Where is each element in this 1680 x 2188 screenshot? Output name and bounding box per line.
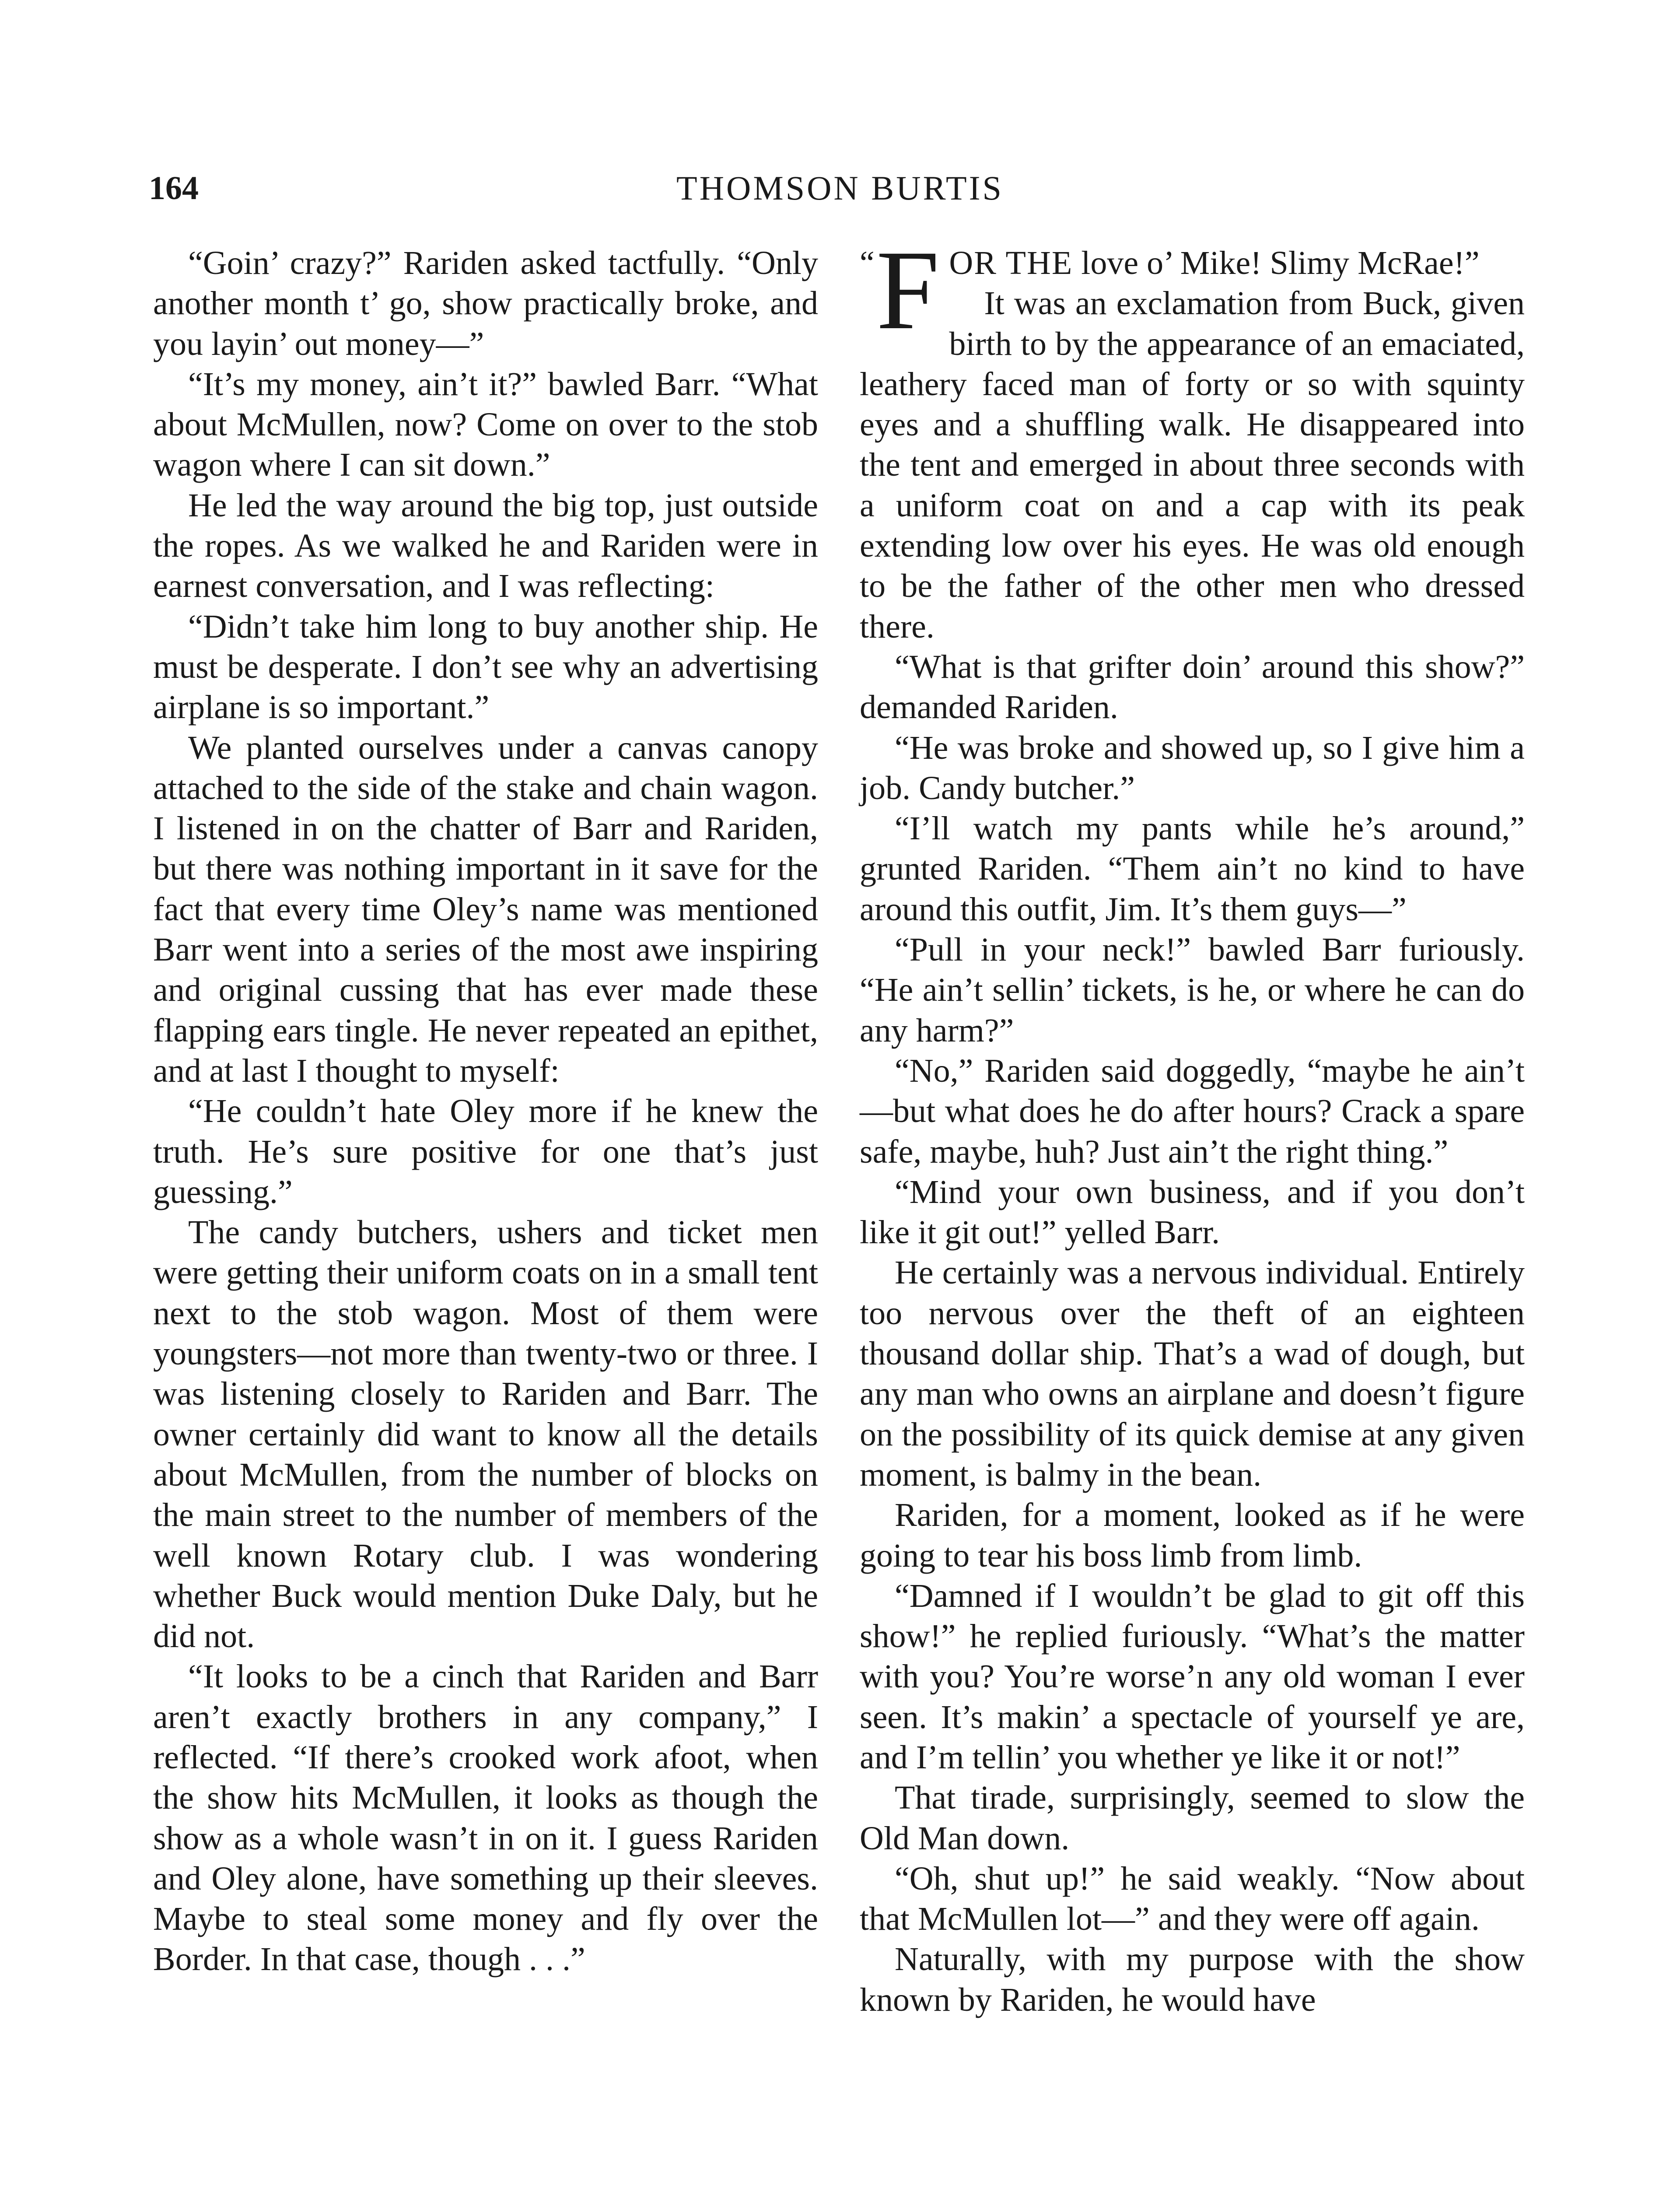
paragraph: “Goin’ crazy?” Rariden asked tactfully. “Only another month t’ go, show practically broke, and you layin’ out money—” [153,245,818,362]
paragraph: He certainly was a nervous individual. Entirely too nervous over the theft of an eighteen thousand dollar ship. That’s a wad of dough, but any man who owns an airplane and doesn’t figure on the possibility of its quick demise at any given moment, is balmy in the bean. [860,1254,1525,1493]
paragraph: “It looks to be a cinch that Rariden and Barr aren’t exactly brothers in any company,” I reflected. “If there’s crooked work afoot, when the show hits McMullen, it looks as though the show as a whole wasn’t in on it. I guess Rariden and Oley alone, have something up their sleeves. Maybe to steal some money and fly over the Border. In that case, though . . .” [153,1658,818,1978]
paragraph: That tirade, surprisingly, seemed to slow the Old Man down. [860,1779,1525,1857]
paragraph: Rariden, for a moment, looked as if he were going to tear his boss limb from limb. [860,1497,1525,1574]
paragraph: “Damned if I wouldn’t be glad to git off this show!” he replied furiously. “What’s the matter with you? You’re worse’n any old woman I ever seen. It’s makin’ a spectacle of yourself ye are, and I’m tellin’ you whether ye like it or not!” [860,1577,1525,1776]
right-column [860,227,1525,2020]
paragraph: Naturally, with my purpose with the show known by Rariden, he would have [860,1941,1525,2018]
opening-paragraph [860,227,1525,353]
opening-quote-mark: “ [860,245,875,281]
drop-cap: F [876,227,940,353]
page-header [149,164,1531,212]
paragraph: “What is that grifter doin’ around this show?” demanded Rariden. [860,648,1525,726]
paragraph: “It’s my money, ain’t it?” bawled Barr. “What about McMullen, now? Come on over to the stob wagon where I can sit down.” [153,365,818,484]
page-number: 164 [149,170,199,207]
paragraph: “Didn’t take him long to buy another ship. He must be desperate. I don’t see why an advertising airplane is so important.” [153,608,818,726]
paragraph: “He couldn’t hate Oley more if he knew the truth. He’s sure positive for one that’s just guessing.” [153,1093,818,1210]
running-head: THOMSON BURTIS [676,169,1004,207]
paragraph: We planted ourselves under a canvas canopy attached to the side of the stake and chain wagon. I listened in on the chatter of Barr and Rariden, but there was nothing important in it save for the fact that every time Oley’s name was mentioned Barr went into a series of the most awe inspiring and original cussing that has ever made these flapping ears tingle. He never repeated an epithet, and at last I thought to myself: [153,729,818,1089]
paragraph: “No,” Rariden said doggedly, “maybe he ain’t—but what does he do after hours? Crack a spare safe, maybe, huh? Just ain’t the right thing.” [860,1052,1525,1170]
paragraph: He led the way around the big top, just outside the ropes. As we walked he and Rariden were in earnest conversation, and I was reflecting: [153,487,818,605]
paragraph: “He was broke and showed up, so I give him a job. Candy butcher.” [860,729,1525,806]
paragraph: It was an exclamation from Buck, given birth to by the appearance of an emaciated, leathery faced man of forty or so with squinty eyes and a shuffling walk. He disappeared into the tent and emerged in about three seconds with a uniform coat on and a cap with its peak extending low over his eyes. He was old enough to be the father of the other men who dressed there. [860,285,1525,645]
paragraph: The candy butchers, ushers and ticket men were getting their uniform coats on in a small tent next to the stob wagon. Most of them were youngsters—not more than twenty-two or three. I was listening closely to Rariden and Barr. The owner certainly did want to know all the details about McMullen, from the number of blocks on the main street to the number of members of the well known Rotary club. I was wondering whether Buck would mention Duke Daly, but he did not. [153,1214,818,1655]
lead-words: OR THE [949,245,1073,281]
opening-text: love o’ Mike! Slimy McRae!” [1073,245,1480,281]
paragraph: “Mind your own business, and if you don’t like it git out!” yelled Barr. [860,1173,1525,1251]
paragraph: “Oh, shut up!” he said weakly. “Now about that McMullen lot—” and they were off again. [860,1860,1525,1938]
paragraph: “I’ll watch my pants while he’s around,” grunted Rariden. “Them ain’t no kind to have around this outfit, Jim. It’s them guys—” [860,810,1525,928]
left-column [153,243,818,1980]
paragraph: “Pull in your neck!” bawled Barr furiously. “He ain’t sellin’ tickets, is he, or where he can do any harm?” [860,931,1525,1049]
